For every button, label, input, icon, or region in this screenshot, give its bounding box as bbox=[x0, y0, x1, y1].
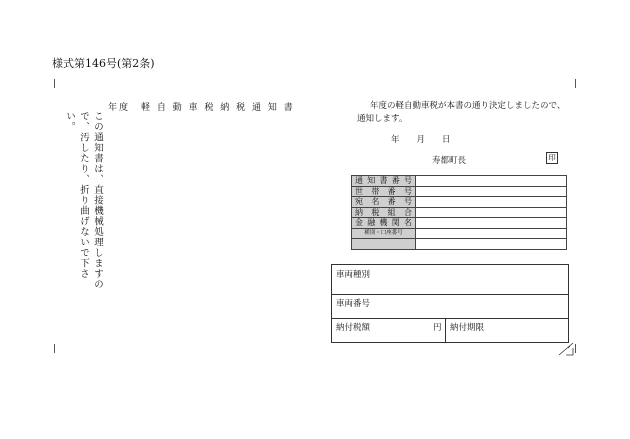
info-table bbox=[351, 175, 567, 250]
info-value bbox=[416, 207, 567, 218]
info-value bbox=[416, 197, 567, 208]
table-row bbox=[352, 207, 567, 218]
page-curl-mark bbox=[558, 342, 574, 356]
table-row bbox=[352, 228, 567, 239]
deadline-label: 納付期限 bbox=[450, 323, 485, 333]
table-row bbox=[352, 239, 567, 250]
info-value bbox=[416, 218, 567, 229]
tax-divider bbox=[445, 319, 446, 342]
yen-label: 円 bbox=[433, 323, 442, 333]
vehicle-number-label: 車両番号 bbox=[336, 299, 371, 309]
info-label: 世帯番号 bbox=[352, 186, 416, 197]
issuer-name: 寿都町長 bbox=[432, 156, 467, 166]
info-value bbox=[416, 186, 567, 197]
notice-title: 年度 軽 自 動 車 税 納 税 通 知 書 bbox=[108, 103, 295, 113]
vehicle-box bbox=[331, 264, 569, 343]
corner-mark-bottom-left bbox=[54, 344, 55, 353]
info-value bbox=[416, 176, 567, 187]
info-value bbox=[416, 239, 567, 250]
vehicle-number-row bbox=[332, 294, 568, 319]
info-label: 納税組合 bbox=[352, 207, 416, 218]
corner-mark-top-right bbox=[575, 79, 576, 88]
form-number: 様式第146号(第2条) bbox=[52, 57, 155, 70]
info-value bbox=[416, 228, 567, 239]
info-label: 宛名番号 bbox=[352, 197, 416, 208]
tax-amount-label: 納付税額 bbox=[336, 323, 371, 333]
info-label: 金融機関名 bbox=[352, 218, 416, 229]
vehicle-type-row bbox=[332, 265, 568, 295]
corner-mark-top-left bbox=[54, 79, 55, 88]
vehicle-type-label: 車両種別 bbox=[336, 270, 371, 280]
seal-mark: 印 bbox=[546, 152, 558, 164]
info-label: 通知書番号 bbox=[352, 176, 416, 187]
date-line: 年 月 日 bbox=[391, 135, 451, 145]
table-row bbox=[352, 186, 567, 197]
info-label: 種別・口座番号 bbox=[352, 228, 416, 239]
decision-text: 年度の軽自動車税が本書の通り決定しましたので、通知します。 bbox=[357, 101, 566, 124]
info-label bbox=[352, 239, 416, 250]
table-row bbox=[352, 197, 567, 208]
table-row bbox=[352, 218, 567, 229]
table-row bbox=[352, 176, 567, 187]
corner-mark-bottom-right bbox=[575, 344, 576, 353]
handling-note: この通知書は、直接機械処理しますので、汚したり、折り曲げないで下さい。 bbox=[64, 111, 103, 290]
tax-row bbox=[332, 319, 568, 342]
